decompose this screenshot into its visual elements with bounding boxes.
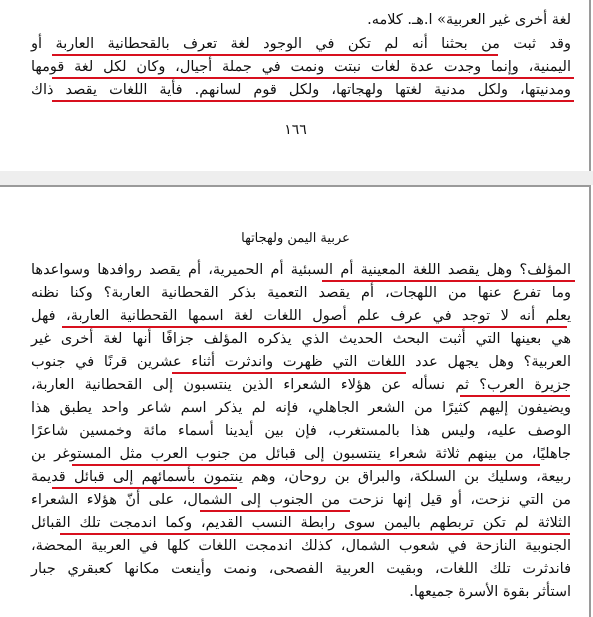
text-line: استأثر بقوة الأسرة جميعها. (409, 584, 571, 600)
red-underline (172, 372, 406, 374)
text-line: ويضيفون إليهم كثيرًا من الشعر الجاهلي، فإنه لم يذكر اسم شاعر واحد يطبق هذا (31, 400, 572, 416)
text-line: ومدنيتها، ولكل مدنية لغتها ولهجاتها، ولكل قوم لسانهم. فأية اللغات يقصد ذاك (31, 82, 571, 98)
text-line: الجنوبية النازحة في شعوب الشمال، كذلك اندمجت اللغات كلها في العربية المحضة، (31, 538, 571, 554)
red-underline (52, 77, 574, 79)
red-underline (200, 510, 350, 512)
red-underline (52, 54, 498, 56)
red-underline (60, 533, 570, 535)
red-underline (52, 100, 574, 102)
text-line: فاندثرت تلك اللغات، وبقيت العربية الفصحى، ونمت وأينعت مكانها كعبقري جبار (31, 561, 571, 577)
red-underline (72, 464, 540, 466)
text-line: ربيعة، وسليك بن السلكة، والبراق بن روحان، وهم ينتمون بأسمائهم إلى قبائل قديمة (31, 469, 571, 485)
text-line: وقد ثبت من بحثنا أنه لم تكن في الوجود لغة تعرف بالقحطانية العاربة أو (31, 36, 571, 52)
red-underline (62, 326, 567, 328)
text-line: الوصف عليه، وليس هذا بالمستغرب، فإن بين أيدينا أسماء مائة وخمسين شاعرًا (31, 423, 571, 439)
red-underline (322, 280, 575, 282)
text-line: جزيرة العرب؟ ثم نسأله عن هؤلاء الشعراء الذين ينتسبون إلى القحطانية العاربة، (31, 377, 571, 393)
text-line: هي بعينها التي أثبت البحث الحديث الذي يذكره المؤلف جزافًا أنها لغة أخرى غير (31, 331, 571, 347)
top-page (0, 0, 591, 171)
text-line: المؤلف؟ وهل يقصد اللغة المعينية أم السبئية أم الحميرية، أم يقصد روافدها وسواعدها (31, 262, 571, 278)
text-line: وما تفرع عنها من اللهجات، أم يقصد التعمية بذكر القحطانية العاربة؟ وكنا نظنه (31, 285, 571, 301)
red-underline (460, 395, 570, 397)
text-line: جاهليًا، من بينهم ثلاثة شعراء ينتسبون إلى قبائل من جنوب العرب مثل المستوغر بن (31, 446, 571, 462)
bottom-page (0, 185, 591, 617)
text-line: العربية؟ وهل يجهل عدد اللغات التي ظهرت واندثرت أثناء عشرين قرنًا في جنوب (31, 354, 571, 370)
red-underline (52, 487, 237, 489)
text-line: اليمنية، وإنما وجدت عدة لغات نبتت ونمت في جملة أجيال، وكان لكل لغة قومها (31, 59, 571, 75)
page-separator (0, 171, 593, 185)
page-number: ١٦٦ (284, 122, 307, 138)
text-line: لغة أخرى غير العربية» ا.هـ. كلامه. (367, 12, 571, 28)
running-header: عربية اليمن ولهجاتها (241, 231, 350, 246)
text-line: الثلاثة لم تكن تربطهم باليمن سوى رابطة النسب القديم، وكما اندمجت تلك القبائل (31, 515, 571, 531)
text-line: من التي نزحت، أو قيل إنها نزحت من الجنوب إلى الشمال، على أنّ هؤلاء الشعراء (31, 492, 571, 508)
text-line: يعلم أنه لا توجد في عرف علم أصول اللغات لغة اسمها القحطانية العاربة، فهل (31, 308, 571, 324)
